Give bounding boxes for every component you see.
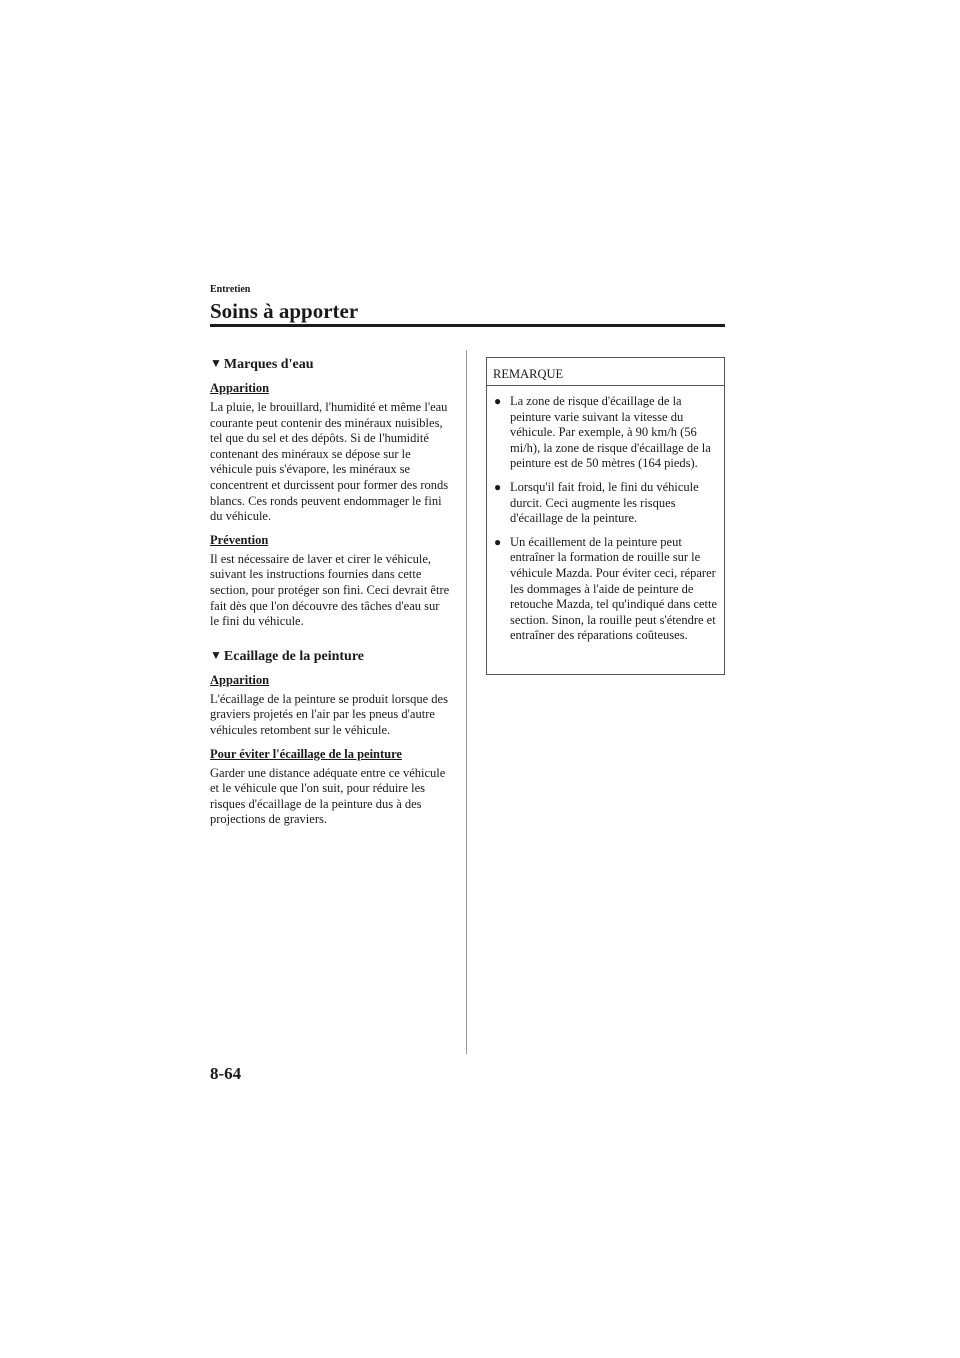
paragraph-avoid-chipping: Garder une distance adéquate entre ce véhicule et le véhicule que l'on suit, pour réduire les risques d'écaillage de la peinture dus à des projections de graviers. bbox=[210, 765, 446, 827]
left-column bbox=[210, 354, 450, 835]
subheading-prevention: Prévention bbox=[210, 532, 269, 547]
bullet-icon: ● bbox=[494, 394, 502, 408]
paragraph-water-marks-occurrence: La pluie, le brouillard, l'humidité et même l'eau courante peut contenir des minéraux nuisibles, tel que du sel et des dépôts. Si de l'humidité contenant des minéraux se dépose sur le véhicule puis s'évapore, les minéraux se concentrent et durcissent pour former des ronds blancs. Ces ronds peuvent endommager le fini du véhicule. bbox=[210, 400, 449, 524]
column-divider bbox=[466, 350, 467, 1054]
note-item-text: Lorsqu'il fait froid, le fini du véhicule durcit. Ceci augmente les risques d'écaillage de la peinture. bbox=[510, 479, 699, 526]
heading-paint-chipping-text: Ecaillage de la peinture bbox=[223, 648, 365, 664]
note-item-text: Un écaillement de la peinture peut entraîner la formation de rouille sur le véhicule Mazda. Pour éviter ceci, réparer les dommages à l'aide de peinture de retouche Mazda, tel qu'indiqué dans cette section. Sinon, la rouille peut s'étendre et entraîner des réparations coûteuses. bbox=[510, 534, 718, 643]
bullet-icon: ● bbox=[494, 479, 502, 494]
list-item bbox=[493, 394, 720, 472]
paragraph-paint-chipping-occurrence: L'écaillage de la peinture se produit lorsque des graviers projetés en l'air par les pneus d'autre véhicules retombent sur le véhicule. bbox=[210, 691, 448, 737]
triangle-down-icon: ▼ bbox=[210, 356, 222, 370]
header-divider bbox=[210, 324, 725, 327]
page-header bbox=[210, 284, 725, 323]
note-title: REMARQUE bbox=[487, 358, 724, 386]
bullet-icon: ● bbox=[494, 534, 502, 549]
page-number: 8-64 bbox=[210, 1064, 242, 1083]
list-item bbox=[493, 535, 720, 644]
subheading-occurrence: Apparition bbox=[210, 381, 270, 395]
note-box bbox=[486, 357, 725, 675]
triangle-down-icon: ▼ bbox=[210, 647, 222, 662]
subheading-occurrence: Apparition bbox=[210, 672, 270, 687]
section-label: Entretien bbox=[210, 284, 251, 295]
heading-paint-chipping bbox=[210, 646, 450, 667]
note-list bbox=[487, 386, 724, 644]
note-item-text: La zone de risque d'écaillage de la peinture varie suivant la vitesse du véhicule. Par exemple, à 90 km/h (56 mi/h), la zone de risque d'écaillage de la peinture est de 50 mètres (164 pieds). bbox=[510, 394, 711, 471]
page-title: Soins à apporter bbox=[210, 299, 359, 323]
subheading-avoid-chipping: Pour éviter l'écaillage de la peinture bbox=[210, 746, 402, 761]
heading-water-marks-text: Marques d'eau bbox=[223, 357, 314, 372]
heading-water-marks bbox=[210, 354, 450, 375]
list-item bbox=[493, 480, 720, 527]
paragraph-water-marks-prevention: Il est nécessaire de laver et cirer le véhicule, suivant les instructions fournies dans cette section, pour protéger son fini. Ceci devrait être fait dès que l'on découvre des tâches d'eau sur le fini du véhicule. bbox=[210, 551, 450, 629]
